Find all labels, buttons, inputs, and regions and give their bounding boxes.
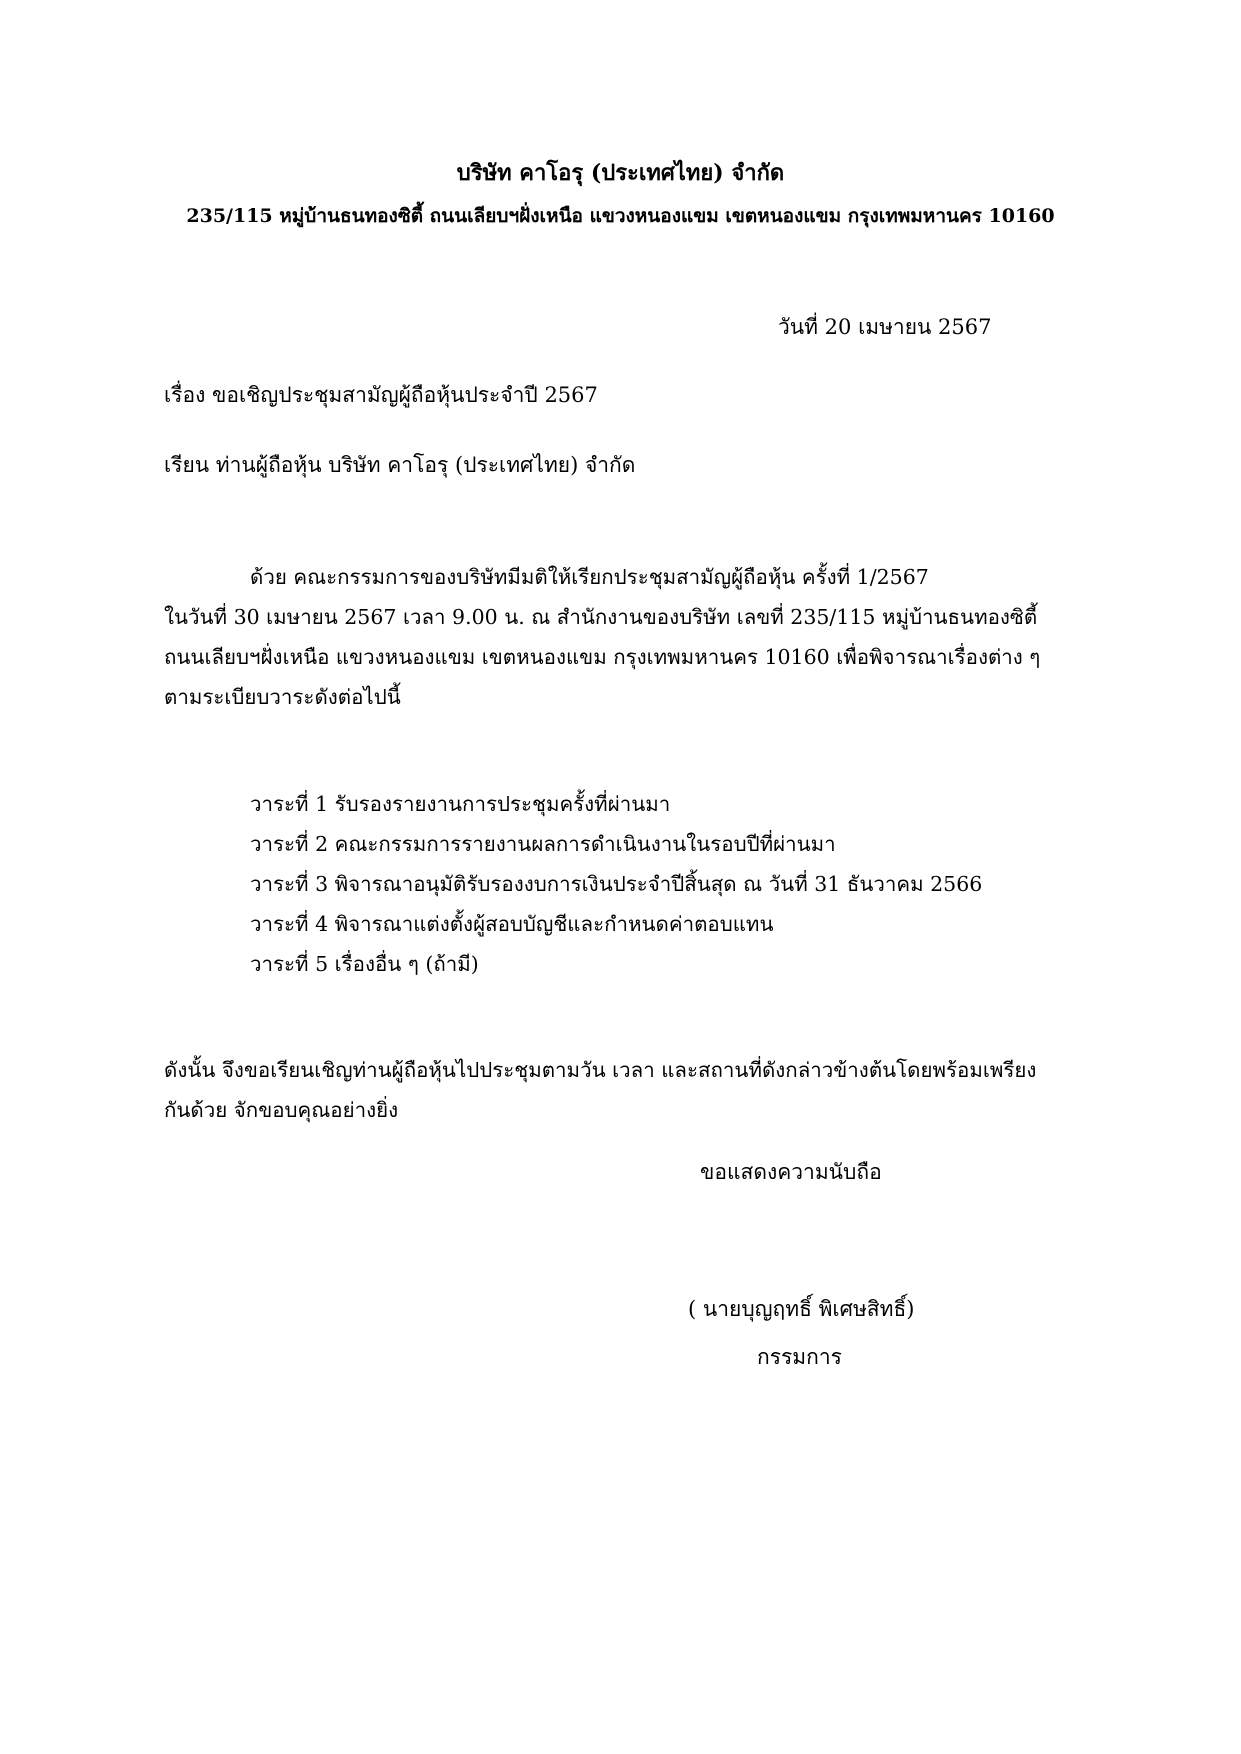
body-line: ตามระเบียบวาระดังต่อไปนี้ xyxy=(164,685,401,709)
letter-date: วันที่ 20 เมษายน 2567 xyxy=(778,315,992,339)
body-line: ในวันที่ 30 เมษายน 2567 เวลา 9.00 น. ณ สำนักงานของบริษัท เลขที่ 235/115 หมู่บ้านธนทองซิตี้ xyxy=(164,605,1038,629)
closing-regards: ขอแสดงความนับถือ xyxy=(700,1160,882,1184)
body-paragraph xyxy=(164,557,1084,717)
company-name: บริษัท คาโอรุ (ประเทศไทย) จำกัด xyxy=(456,160,785,186)
agenda-item: วาระที่ 3 พิจารณาอนุมัติรับรองงบการเงินประจำปีสิ้นสุด ณ วันที่ 31 ธันวาคม 2566 xyxy=(250,872,983,896)
signer-name: ( นายบุญฤทธิ์ พิเศษสิทธิ์) xyxy=(688,1297,915,1321)
closing-line: กันด้วย จักขอบคุณอย่างยิ่ง xyxy=(164,1098,399,1122)
signer-title: กรรมการ xyxy=(757,1345,842,1369)
letter-subject: เรื่อง ขอเชิญประชุมสามัญผู้ถือหุ้นประจำปี 2567 xyxy=(164,383,598,407)
agenda-item: วาระที่ 5 เรื่องอื่น ๆ (ถ้ามี) xyxy=(250,952,479,976)
closing-paragraph xyxy=(164,1050,1084,1130)
agenda-item: วาระที่ 1 รับรองรายงานการประชุมครั้งที่ผ่านมา xyxy=(250,792,671,816)
agenda-item: วาระที่ 2 คณะกรรมการรายงานผลการดำเนินงานในรอบปีที่ผ่านมา xyxy=(250,832,836,856)
agenda-list xyxy=(250,784,982,984)
body-line: ถนนเลียบฯฝั่งเหนือ แขวงหนองแขม เขตหนองแขม กรุงเทพมหานคร 10160 เพื่อพิจารณาเรื่องต่าง ๆ xyxy=(164,645,1041,669)
body-line: ด้วย คณะกรรมการของบริษัทมีมติให้เรียกประชุมสามัญผู้ถือหุ้น ครั้งที่ 1/2567 xyxy=(250,565,929,589)
letter-salutation: เรียน ท่านผู้ถือหุ้น บริษัท คาโอรุ (ประเทศไทย) จำกัด xyxy=(164,453,636,477)
company-address: 235/115 หมู่บ้านธนทองซิตี้ ถนนเลียบฯฝั่งเหนือ แขวงหนองแขม เขตหนองแขม กรุงเทพมหานคร 10160 xyxy=(186,205,1055,227)
closing-line: ดังนั้น จึงขอเรียนเชิญท่านผู้ถือหุ้นไปประชุมตามวัน เวลา และสถานที่ดังกล่าวข้างต้นโดยพร้อมเพรียง xyxy=(164,1058,1037,1082)
agenda-item: วาระที่ 4 พิจารณาแต่งตั้งผู้สอบบัญชีและกำหนดค่าตอบแทน xyxy=(250,912,774,936)
